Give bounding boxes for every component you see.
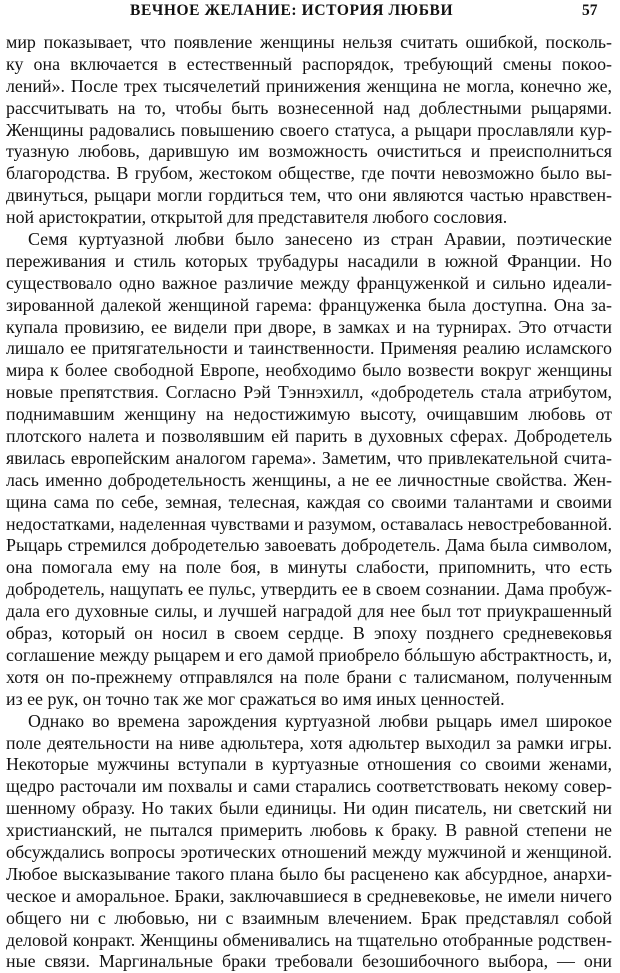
text-line: христианский, не пытался примерить любовь к браку. В равной степени не — [6, 820, 612, 841]
text-line: мир показывает, что появление женщины нельзя считать ошибкой, посколь- — [6, 32, 612, 52]
paragraph — [6, 711, 612, 973]
text-line: Некоторые мужчины вступали в куртуазные отношения со своими женами, — [6, 754, 612, 775]
text-line: рассчитывать на то, чтобы быть вознесенной над доблестными рыцарями. — [6, 97, 612, 118]
paragraph — [6, 32, 612, 229]
text-line: хотя он по-прежнему отправлялся на поле брани с талисманом, полученным — [6, 666, 612, 687]
text-line: из ее рук, он точно так же мог сражаться во имя иных ценностей. — [6, 688, 505, 709]
text-line: шенному образу. Но таких были единицы. Ни один писатель, ни светский ни — [6, 798, 612, 819]
text-line: плотского налета и позволявшим ей парить в духовных сферах. Добродетель — [6, 426, 612, 447]
text-line: образ, который он носил в своем сердце. В эпоху позднего средневековья — [6, 623, 612, 644]
text-line: явилась европейским аналогом гарема». Заметим, что привлекательной счита- — [6, 447, 612, 468]
text-line: двинуться, рыцари могли гордиться тем, что они являются частью нравствен- — [6, 185, 612, 206]
text-line: зированной далекой женщиной гарема: француженка была доступна. Она за- — [6, 294, 612, 315]
text-line: деловой конракт. Женщины обменивались на тщательно отобранные родствен- — [6, 929, 612, 950]
text-line: поле деятельности на ниве адюльтера, хотя адюльтер выходил за рамки игры. — [6, 732, 612, 753]
text-line: ческое и аморальное. Браки, заключавшиеся в средневековье, не имели ничего — [6, 885, 612, 906]
text-line: она помогала ему на поле боя, в минуты слабости, припомнить, что есть — [6, 557, 612, 578]
text-line: добродетель, нащупать ее пульс, утвердить ее в своем сознании. Дама пробуж- — [6, 579, 612, 600]
text-line: щедро расточали им похвалы и сами старались соответствовать некому совер- — [6, 776, 612, 797]
text-line: лишало ее притягательности и таинственности. Применяя реалию исламского — [6, 338, 612, 359]
text-line: ку она включается в естественный распорядок, требующий смены покоо- — [6, 53, 612, 74]
paragraph — [6, 229, 612, 711]
text-line: существовало одно важное различие между француженкой и сильно идеали- — [6, 272, 612, 293]
text-line: недостатками, наделенная чувствами и разумом, оставалась невостребованной. — [6, 513, 612, 534]
text-line: переживания и стиль которых трубадуры насадили в южной Франции. Но — [6, 250, 612, 271]
text-line: соглашение между рыцарем и его дамой приобрело бóльшую абстрактность, и, — [6, 644, 612, 665]
text-line: благородства. В грубом, жестоком обществе, где почти невозможно было вы- — [6, 163, 612, 184]
text-line: Женщины радовались повышению своего статуса, а рыцари прославляли кур- — [6, 119, 612, 140]
running-title: ВЕЧНОЕ ЖЕЛАНИЕ: ИСТОРИЯ ЛЮБВИ — [130, 2, 454, 19]
text-line: поднимавшим женщину на недостижимую высоту, очищавшим любовь от — [6, 404, 612, 425]
text-line: лений». После трех тысячелетий принижения женщина не могла, конечно же, — [6, 75, 612, 96]
text-line: ные связи. Маргинальные браки требовали безошибочного выбора, — они — [6, 951, 612, 972]
text-line: новые препятствия. Согласно Рэй Тэннэхилл, «добродетель стала атрибутом, — [6, 382, 612, 403]
running-head — [0, 2, 620, 24]
text-line: туазную любовь, дарившую им возможность очиститься и преисполниться — [6, 141, 612, 162]
text-line: купала провизию, ее видели при дворе, в замках и на турнирах. Это отчасти — [6, 316, 612, 337]
body-text — [6, 32, 612, 973]
text-line: Однако во времена зарождения куртуазной любви рыцарь имел широкое — [28, 710, 612, 731]
text-line: Семя куртуазной любви было занесено из стран Аравии, поэтические — [28, 229, 612, 250]
text-line: лась именно добродетельность женщины, а не ее личностные свойства. Жен- — [6, 469, 612, 490]
text-line: ной аристократии, открытой для представителя любого сословия. — [6, 207, 508, 228]
text-line: щина сама по себе, земная, телесная, каждая со своими талантами и своими — [6, 491, 612, 512]
text-line: Рыцарь стремился добродетелью завоевать добродетель. Дама была символом, — [6, 535, 612, 556]
text-line: обсуждались вопросы эротических отношений между мужчиной и женщиной. — [6, 841, 612, 862]
text-line: дала его духовные силы, и лучшей наградой для нее был тот приукрашенный — [6, 601, 612, 622]
text-line: мира к более свободной Европе, необходимо было возвести вокруг женщины — [6, 360, 612, 381]
text-line: Любое высказывание такого плана было бы расценено как абсурдное, анархи- — [6, 863, 612, 884]
page-number: 57 — [582, 2, 598, 19]
text-line: общего ни с любовью, ни с взаимным влечением. Брак представлял собой — [6, 907, 612, 928]
